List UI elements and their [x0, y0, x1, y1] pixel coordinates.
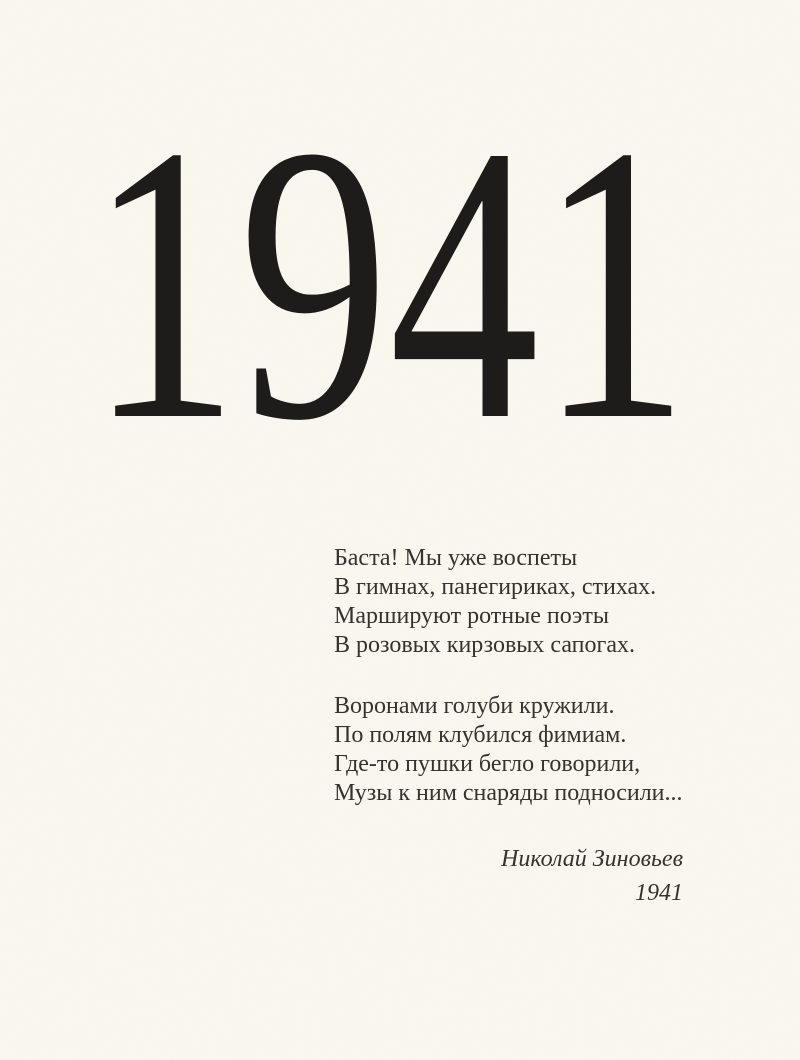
poem-line: Воронами голуби кружили. [334, 693, 615, 719]
year-title: 1941 [88, 65, 690, 502]
poem-line: По полям клубился фимиам. [334, 722, 627, 748]
poem-line: Где-то пушки бегло говорили, [334, 751, 641, 777]
poem-line: В розовых кирзовых сапогах. [334, 632, 636, 658]
poem-line: В гимнах, панегириках, стихах. [334, 574, 657, 600]
stanza-2 [334, 692, 683, 808]
attribution [501, 842, 683, 910]
poem-line: Музы к ним снаряды подносили... [334, 780, 683, 806]
stanza-1 [334, 544, 683, 660]
poem-author: Николай Зиновьев [500, 846, 683, 872]
poem [334, 544, 683, 808]
poem-line: Баста! Мы уже воспеты [334, 545, 578, 571]
poem-year: 1941 [635, 880, 683, 906]
poem-line: Маршируют ротные поэты [334, 603, 609, 629]
